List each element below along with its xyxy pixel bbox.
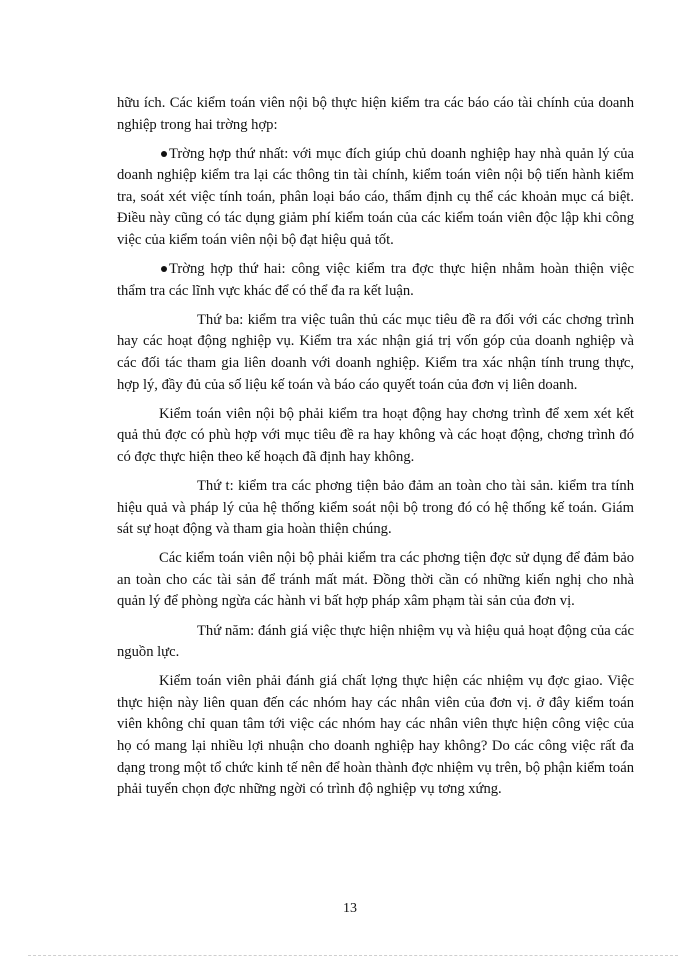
paragraph-quality: Kiểm toán viên phải đánh giá chất lợng thực hiện các nhiệm vụ đợc giao. Việc thực hiện này liên quan đến các nhóm hay các nhân viên của đơn vị. ở đây kiểm toán viên không chỉ quan tâm tới việc các nhóm hay các nhân viên thực hiện công việc của họ có mang lại nhiều lợi nhuận cho doanh nghiệp hay không? Do các công việc rất đa dạng trong một tổ chức kinh tế nên để hoàn thành đợc nhiệm vụ trên, bộ phận kiểm toán phải tuyển chọn đợc những ngời có trình độ nghiệp vụ tơng xứng.	[117, 673, 634, 798]
bullet-icon	[161, 266, 167, 272]
paragraph-fourth: Thứ t: kiểm tra các phơng tiện bảo đảm an toàn cho tài sản. kiểm tra tính hiệu quả và pháp lý của hệ thống kiểm soát nội bộ trong đó có hệ thống kế toán. Giám sát sự hoạt động và tham gia hoàn thiện chúng.	[117, 478, 634, 538]
paragraph-case-one: Trờng hợp thứ nhất: với mục đích giúp chủ doanh nghiệp hay nhà quản lý của doanh nghiệp kiểm tra lại các thông tin tài chính, kiểm toán viên nội bộ tiến hành kiểm tra, soát xét việc tính toán, phân loại báo cáo, thẩm định cụ thể các khoản mục cá biệt. Điều này cũng có tác dụng giảm phí kiểm toán của các kiểm toán viên độc lập khi công việc của kiểm toán viên nội bộ đạt hiệu quả tốt.	[117, 145, 634, 249]
body-text	[117, 93, 634, 808]
paragraph-third: Thứ ba: kiểm tra việc tuân thủ các mục tiêu đề ra đối với các chơng trình hay các hoạt động nghiệp vụ. Kiểm tra xác nhận giá trị vốn góp của doanh nghiệp và các đối tác tham gia liên doanh với doanh nghiệp. Kiểm tra xác nhận tính trung thực, hợp lý, đầy đủ của số liệu kế toán và báo cáo quyết toán của đơn vị liên doanh.	[117, 311, 634, 393]
bullet-icon	[161, 151, 167, 157]
paragraph-program-review: Kiểm toán viên nội bộ phải kiểm tra hoạt động hay chơng trình để xem xét kết quả thủ đợc có phù hợp với mục tiêu đề ra hay không và các hoạt động, chơng trình đó có đợc thực hiện theo kế hoạch đã định hay không.	[117, 405, 634, 465]
paragraph-intro: hữu ích. Các kiểm toán viên nội bộ thực hiện kiểm tra các báo cáo tài chính của doanh nghiệp trong hai trờng hợp:	[117, 95, 634, 133]
page-number: 13	[343, 901, 357, 916]
paragraph-asset-safety: Các kiểm toán viên nội bộ phải kiểm tra các phơng tiện đợc sử dụng để đảm bảo an toàn cho các tài sản để tránh mất mát. Đồng thời cần có những kiến nghị cho nhà quản lý để phòng ngừa các hành vi bất hợp pháp xâm phạm tài sản của đơn vị.	[117, 550, 634, 610]
paragraph-fifth: Thứ năm: đánh giá việc thực hiện nhiệm vụ và hiệu quả hoạt động của các nguồn lực.	[117, 622, 634, 661]
page-divider	[28, 955, 678, 956]
paragraph-case-two: Trờng hợp thứ hai: công việc kiểm tra đợc thực hiện nhằm hoàn thiện việc thẩm tra các lĩnh vực khác để có thể đa ra kết luận.	[117, 261, 634, 299]
